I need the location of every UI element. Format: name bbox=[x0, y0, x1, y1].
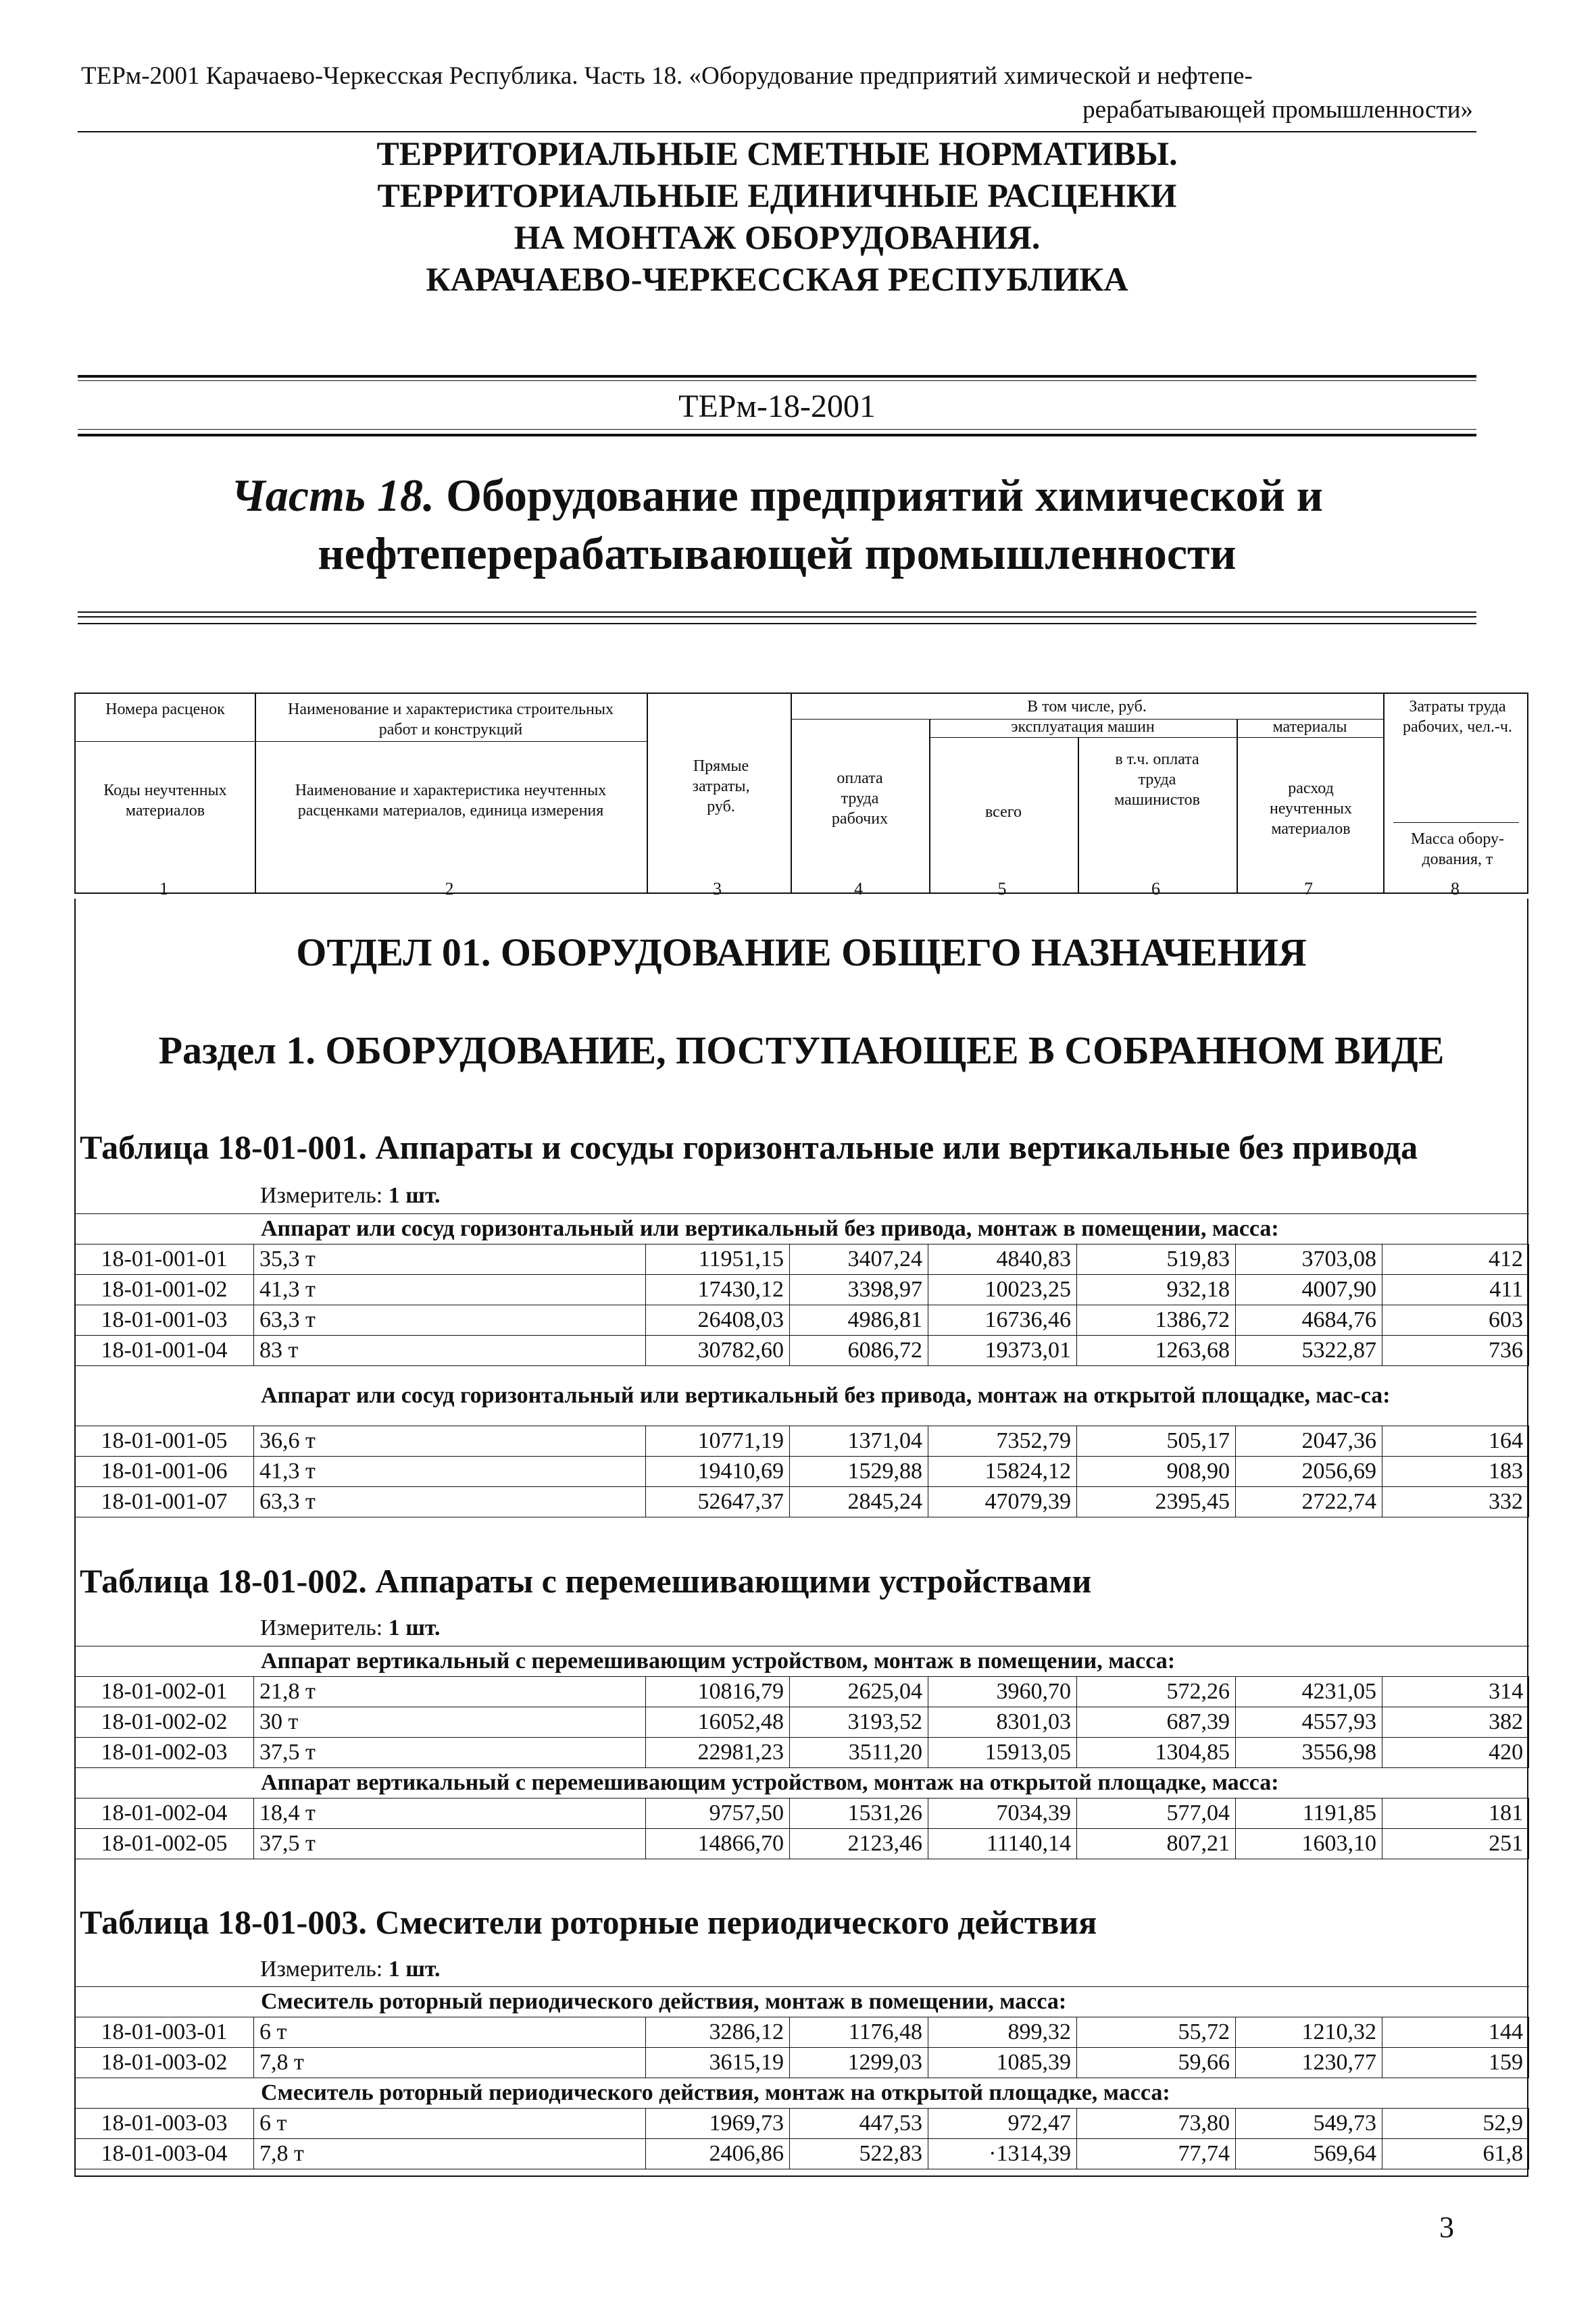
table-row bbox=[75, 1799, 1529, 1829]
machines-total-cell: 899,32 bbox=[928, 2017, 1077, 2048]
materials-usage-cell: 2722,74 bbox=[1236, 1487, 1382, 1517]
operators-pay-cell: 1304,85 bbox=[1077, 1738, 1236, 1768]
header-divider bbox=[1078, 737, 1079, 894]
direct-costs-cell: 9757,50 bbox=[646, 1799, 790, 1829]
column-numbers bbox=[74, 880, 1528, 899]
group-heading: Смеситель роторный периодического действия, монтаж на открытой площадке, масса: bbox=[75, 2078, 1529, 2109]
rate-code-cell: 18-01-001-01 bbox=[75, 1244, 254, 1275]
labor-hours-cell: 332 bbox=[1382, 1487, 1529, 1517]
table-title: Таблица 18-01-003. Смесители роторные периодического действия bbox=[80, 1903, 1097, 1941]
materials-usage-cell: 5322,87 bbox=[1236, 1336, 1382, 1366]
header-operators-pay: в т.ч. оплата труда машинистов bbox=[1114, 751, 1200, 809]
group-heading-row bbox=[75, 1987, 1529, 2017]
operators-pay-cell: 1386,72 bbox=[1077, 1305, 1236, 1336]
direct-costs-cell: 14866,70 bbox=[646, 1829, 790, 1859]
machines-total-cell: 4840,83 bbox=[928, 1244, 1077, 1275]
department-heading: ОТДЕЛ 01. ОБОРУДОВАНИЕ ОБЩЕГО НАЗНАЧЕНИЯ bbox=[296, 930, 1307, 974]
rate-code-cell: 18-01-003-01 bbox=[75, 2017, 254, 2048]
rates-table bbox=[74, 1646, 1529, 1859]
operators-pay-cell: 908,90 bbox=[1077, 1457, 1236, 1487]
operators-pay-cell: 519,83 bbox=[1077, 1244, 1236, 1275]
rate-code-cell: 18-01-001-06 bbox=[75, 1457, 254, 1487]
title-line-3: НА МОНТАЖ ОБОРУДОВАНИЯ. bbox=[514, 218, 1041, 256]
rate-name-cell: 63,3 т bbox=[254, 1487, 646, 1517]
materials-usage-cell: 549,73 bbox=[1236, 2109, 1382, 2139]
machines-total-cell: 3960,70 bbox=[928, 1677, 1077, 1707]
page-number: 3 bbox=[1439, 2211, 1454, 2244]
document-code: ТЕРм-18-2001 bbox=[678, 388, 876, 424]
rate-code-cell: 18-01-003-02 bbox=[75, 2048, 254, 2078]
direct-costs-cell: 3286,12 bbox=[646, 2017, 790, 2048]
materials-usage-cell: 2056,69 bbox=[1236, 1457, 1382, 1487]
machines-total-cell: 8301,03 bbox=[928, 1707, 1077, 1738]
group-heading: Аппарат вертикальный с перемешивающим устройством, монтаж в помещении, масса: bbox=[75, 1646, 1529, 1677]
table-row bbox=[75, 1426, 1529, 1457]
labor-hours-cell: 412 bbox=[1382, 1244, 1529, 1275]
table-row bbox=[75, 1677, 1529, 1707]
header-materials: материалы bbox=[1272, 718, 1347, 736]
materials-usage-cell: 569,64 bbox=[1236, 2139, 1382, 2169]
rate-name-cell: 41,3 т bbox=[254, 1275, 646, 1305]
labor-pay-cell: 2123,46 bbox=[790, 1829, 928, 1859]
materials-usage-cell: 4231,05 bbox=[1236, 1677, 1382, 1707]
labor-pay-cell: 1531,26 bbox=[790, 1799, 928, 1829]
direct-costs-cell: 1969,73 bbox=[646, 2109, 790, 2139]
rate-name-cell: 7,8 т bbox=[254, 2139, 646, 2169]
labor-pay-cell: 1371,04 bbox=[790, 1426, 928, 1457]
table-row bbox=[75, 1305, 1529, 1336]
column-number: 4 bbox=[854, 879, 863, 899]
labor-pay-cell: 1299,03 bbox=[790, 2048, 928, 2078]
part-rule bbox=[78, 611, 1476, 613]
table-row bbox=[75, 1336, 1529, 1366]
rate-code-cell: 18-01-001-03 bbox=[75, 1305, 254, 1336]
group-heading-row bbox=[75, 2078, 1529, 2109]
title-line-1: ТЕРРИТОРИАЛЬНЫЕ СМЕТНЫЕ НОРМАТИВЫ. bbox=[376, 134, 1178, 172]
column-number: 1 bbox=[159, 879, 168, 899]
machines-total-cell: 15913,05 bbox=[928, 1738, 1077, 1768]
materials-usage-cell: 1191,85 bbox=[1236, 1799, 1382, 1829]
operators-pay-cell: 932,18 bbox=[1077, 1275, 1236, 1305]
materials-usage-cell: 1210,32 bbox=[1236, 2017, 1382, 2048]
rate-code-cell: 18-01-001-07 bbox=[75, 1487, 254, 1517]
materials-usage-cell: 2047,36 bbox=[1236, 1426, 1382, 1457]
column-number: 5 bbox=[997, 879, 1007, 899]
rate-code-cell: 18-01-001-05 bbox=[75, 1426, 254, 1457]
direct-costs-cell: 2406,86 bbox=[646, 2139, 790, 2169]
rate-name-cell: 37,5 т bbox=[254, 1829, 646, 1859]
meter-label: Измеритель: bbox=[260, 1183, 389, 1208]
materials-usage-cell: 4557,93 bbox=[1236, 1707, 1382, 1738]
title-line-4: КАРАЧАЕВО-ЧЕРКЕССКАЯ РЕСПУБЛИКА bbox=[426, 260, 1128, 298]
labor-pay-cell: 1529,88 bbox=[790, 1457, 928, 1487]
machines-total-cell: 47079,39 bbox=[928, 1487, 1077, 1517]
rate-code-cell: 18-01-002-05 bbox=[75, 1829, 254, 1859]
rate-name-cell: 7,8 т bbox=[254, 2048, 646, 2078]
direct-costs-cell: 10816,79 bbox=[646, 1677, 790, 1707]
running-header-line-2: рерабатывающей промышленности» bbox=[1082, 96, 1473, 124]
part-prefix: Часть 18. bbox=[231, 470, 435, 521]
table-row bbox=[75, 1244, 1529, 1275]
operators-pay-cell: 59,66 bbox=[1077, 2048, 1236, 2078]
header-divider bbox=[929, 737, 1383, 738]
direct-costs-cell: 3615,19 bbox=[646, 2048, 790, 2078]
labor-hours-cell: 159 bbox=[1382, 2048, 1529, 2078]
labor-hours-cell: 420 bbox=[1382, 1738, 1529, 1768]
operators-pay-cell: 2395,45 bbox=[1077, 1487, 1236, 1517]
labor-hours-cell: 251 bbox=[1382, 1829, 1529, 1859]
header-material-name: Наименование и характеристика неучтенных расценками материалов, единица измерения bbox=[295, 782, 607, 820]
header-labor-hours: Затраты труда рабочих, чел.-ч. bbox=[1403, 698, 1512, 736]
rate-name-cell: 83 т bbox=[254, 1336, 646, 1366]
table-row bbox=[75, 1275, 1529, 1305]
rate-code-cell: 18-01-003-03 bbox=[75, 2109, 254, 2139]
header-divider bbox=[1383, 694, 1385, 894]
header-materials-usage: расход неучтенных материалов bbox=[1270, 780, 1352, 838]
group-heading: Смеситель роторный периодического действия, монтаж в помещении, масса: bbox=[75, 1987, 1529, 2017]
rates-table bbox=[74, 1213, 1529, 1517]
labor-hours-cell: 736 bbox=[1382, 1336, 1529, 1366]
labor-hours-cell: 144 bbox=[1382, 2017, 1529, 2048]
labor-pay-cell: 3193,52 bbox=[790, 1707, 928, 1738]
rate-code-cell: 18-01-002-04 bbox=[75, 1799, 254, 1829]
header-divider bbox=[1393, 822, 1519, 823]
part-title-line-2: нефтеперерабатывающей промышленности bbox=[318, 528, 1237, 579]
header-divider bbox=[1237, 719, 1238, 894]
direct-costs-cell: 52647,37 bbox=[646, 1487, 790, 1517]
labor-hours-cell: 603 bbox=[1382, 1305, 1529, 1336]
machines-total-cell: 1085,39 bbox=[928, 2048, 1077, 2078]
table-row bbox=[75, 1457, 1529, 1487]
operators-pay-cell: 505,17 bbox=[1077, 1426, 1236, 1457]
labor-pay-cell: 3398,97 bbox=[790, 1275, 928, 1305]
table-body-frame bbox=[74, 899, 1528, 2175]
direct-costs-cell: 11951,15 bbox=[646, 1244, 790, 1275]
labor-hours-cell: 382 bbox=[1382, 1707, 1529, 1738]
header-divider bbox=[255, 694, 256, 894]
column-number: 8 bbox=[1451, 879, 1460, 899]
machines-total-cell: 7034,39 bbox=[928, 1799, 1077, 1829]
machines-total-cell: 7352,79 bbox=[928, 1426, 1077, 1457]
labor-pay-cell: 6086,72 bbox=[790, 1336, 928, 1366]
table-title: Таблица 18-01-001. Аппараты и сосуды горизонтальные или вертикальные без привода bbox=[80, 1128, 1418, 1166]
header-including: В том числе, руб. bbox=[1027, 698, 1147, 715]
part-title-line-1: Оборудование предприятий химической и bbox=[434, 470, 1323, 521]
table-row bbox=[75, 2109, 1529, 2139]
operators-pay-cell: 55,72 bbox=[1077, 2017, 1236, 2048]
operators-pay-cell: 572,26 bbox=[1077, 1677, 1236, 1707]
direct-costs-cell: 30782,60 bbox=[646, 1336, 790, 1366]
machines-total-cell: 15824,12 bbox=[928, 1457, 1077, 1487]
rate-code-cell: 18-01-003-04 bbox=[75, 2139, 254, 2169]
labor-pay-cell: 3511,20 bbox=[790, 1738, 928, 1768]
column-number: 6 bbox=[1151, 879, 1160, 899]
header-machines: эксплуатация машин bbox=[1011, 718, 1155, 736]
header-work-name: Наименование и характеристика строительных работ и конструкций bbox=[288, 701, 614, 738]
machines-total-cell: 972,47 bbox=[928, 2109, 1077, 2139]
code-rule bbox=[78, 434, 1476, 436]
table-meter bbox=[260, 1615, 441, 1642]
rate-name-cell: 35,3 т bbox=[254, 1244, 646, 1275]
code-rule bbox=[78, 375, 1476, 378]
header-material-codes: Коды неучтенных материалов bbox=[103, 782, 227, 820]
materials-usage-cell: 3556,98 bbox=[1236, 1738, 1382, 1768]
labor-hours-cell: 314 bbox=[1382, 1677, 1529, 1707]
rate-name-cell: 41,3 т bbox=[254, 1457, 646, 1487]
labor-hours-cell: 181 bbox=[1382, 1799, 1529, 1829]
labor-pay-cell: 2625,04 bbox=[790, 1677, 928, 1707]
labor-pay-cell: 522,83 bbox=[790, 2139, 928, 2169]
rate-code-cell: 18-01-002-03 bbox=[75, 1738, 254, 1768]
column-number: 3 bbox=[713, 879, 722, 899]
table-row bbox=[75, 2139, 1529, 2169]
part-rule bbox=[78, 616, 1476, 618]
operators-pay-cell: 1263,68 bbox=[1077, 1336, 1236, 1366]
header-divider bbox=[76, 741, 647, 742]
machines-total-cell: 19373,01 bbox=[928, 1336, 1077, 1366]
group-heading: Аппарат вертикальный с перемешивающим устройством, монтаж на открытой площадке, масса: bbox=[75, 1768, 1529, 1799]
materials-usage-cell: 1230,77 bbox=[1236, 2048, 1382, 2078]
group-heading-row bbox=[75, 1214, 1529, 1244]
running-header-line-1: ТЕРм-2001 Карачаево-Черкесская Республика. Часть 18. «Оборудование предприятий химической и нефтепе- bbox=[81, 62, 1253, 90]
meter-value: 1 шт. bbox=[388, 1183, 441, 1208]
table-row bbox=[75, 1487, 1529, 1517]
header-direct-costs: Прямые затраты, руб. bbox=[692, 757, 750, 815]
rate-name-cell: 30 т bbox=[254, 1707, 646, 1738]
labor-pay-cell: 2845,24 bbox=[790, 1487, 928, 1517]
group-heading: Аппарат или сосуд горизонтальный или вертикальный без привода, монтаж на открытой площадке, мас-са: bbox=[75, 1366, 1529, 1426]
table-title: Таблица 18-01-002. Аппараты с перемешивающими устройствами bbox=[80, 1562, 1092, 1600]
operators-pay-cell: 73,80 bbox=[1077, 2109, 1236, 2139]
direct-costs-cell: 10771,19 bbox=[646, 1426, 790, 1457]
rates-table bbox=[74, 1986, 1529, 2169]
rate-name-cell: 18,4 т bbox=[254, 1799, 646, 1829]
code-rule bbox=[78, 429, 1476, 430]
meter-value: 1 шт. bbox=[388, 1957, 441, 1982]
rate-code-cell: 18-01-002-02 bbox=[75, 1707, 254, 1738]
meter-value: 1 шт. bbox=[388, 1615, 441, 1640]
direct-costs-cell: 26408,03 bbox=[646, 1305, 790, 1336]
group-heading-row bbox=[75, 1646, 1529, 1677]
labor-pay-cell: 4986,81 bbox=[790, 1305, 928, 1336]
part-rule bbox=[78, 623, 1476, 624]
machines-total-cell: 16736,46 bbox=[928, 1305, 1077, 1336]
labor-hours-cell: 183 bbox=[1382, 1457, 1529, 1487]
labor-pay-cell: 447,53 bbox=[790, 2109, 928, 2139]
column-header bbox=[74, 693, 1528, 894]
column-number: 2 bbox=[445, 879, 454, 899]
code-rule bbox=[78, 380, 1476, 381]
column-number: 7 bbox=[1304, 879, 1313, 899]
operators-pay-cell: 687,39 bbox=[1077, 1707, 1236, 1738]
title-line-2: ТЕРРИТОРИАЛЬНЫЕ ЕДИНИЧНЫЕ РАСЦЕНКИ bbox=[377, 176, 1177, 214]
operators-pay-cell: 807,21 bbox=[1077, 1829, 1236, 1859]
machines-total-cell: 10023,25 bbox=[928, 1275, 1077, 1305]
rate-name-cell: 21,8 т bbox=[254, 1677, 646, 1707]
operators-pay-cell: 77,74 bbox=[1077, 2139, 1236, 2169]
header-divider bbox=[647, 694, 648, 894]
machines-total-cell: 11140,14 bbox=[928, 1829, 1077, 1859]
labor-hours-cell: 164 bbox=[1382, 1426, 1529, 1457]
rate-name-cell: 37,5 т bbox=[254, 1738, 646, 1768]
materials-usage-cell: 4684,76 bbox=[1236, 1305, 1382, 1336]
labor-hours-cell: 411 bbox=[1382, 1275, 1529, 1305]
table-row bbox=[75, 1707, 1529, 1738]
meter-label: Измеритель: bbox=[260, 1957, 389, 1982]
table-row bbox=[75, 1829, 1529, 1859]
section-heading: Раздел 1. ОБОРУДОВАНИЕ, ПОСТУПАЮЩЕЕ В СОБРАННОМ ВИДЕ bbox=[158, 1028, 1445, 1072]
document-title bbox=[78, 132, 1476, 300]
table-meter bbox=[260, 1182, 441, 1209]
labor-hours-cell: 61,8 bbox=[1382, 2139, 1529, 2169]
header-rate-numbers: Номера расценок bbox=[105, 701, 225, 718]
rate-code-cell: 18-01-001-04 bbox=[75, 1336, 254, 1366]
direct-costs-cell: 22981,23 bbox=[646, 1738, 790, 1768]
table-meter bbox=[260, 1956, 441, 1983]
direct-costs-cell: 16052,48 bbox=[646, 1707, 790, 1738]
group-heading-row bbox=[75, 1366, 1529, 1426]
direct-costs-cell: 17430,12 bbox=[646, 1275, 790, 1305]
table-bottom-rule bbox=[74, 2175, 1528, 2177]
group-heading: Аппарат или сосуд горизонтальный или вертикальный без привода, монтаж в помещении, масса: bbox=[75, 1214, 1529, 1244]
labor-pay-cell: 1176,48 bbox=[790, 2017, 928, 2048]
table-row bbox=[75, 1738, 1529, 1768]
machines-total-cell: ·1314,39 bbox=[928, 2139, 1077, 2169]
header-machines-total: всего bbox=[984, 803, 1022, 821]
materials-usage-cell: 3703,08 bbox=[1236, 1244, 1382, 1275]
rate-name-cell: 6 т bbox=[254, 2017, 646, 2048]
group-heading-row bbox=[75, 1768, 1529, 1799]
direct-costs-cell: 19410,69 bbox=[646, 1457, 790, 1487]
running-header bbox=[81, 59, 1473, 127]
table-row bbox=[75, 2017, 1529, 2048]
operators-pay-cell: 577,04 bbox=[1077, 1799, 1236, 1829]
meter-label: Измеритель: bbox=[260, 1615, 389, 1640]
rate-code-cell: 18-01-002-01 bbox=[75, 1677, 254, 1707]
labor-hours-cell: 52,9 bbox=[1382, 2109, 1529, 2139]
part-title bbox=[78, 466, 1476, 582]
table-row bbox=[75, 2048, 1529, 2078]
header-equipment-mass: Масса обору-дования, т bbox=[1410, 830, 1505, 868]
rate-name-cell: 36,6 т bbox=[254, 1426, 646, 1457]
materials-usage-cell: 4007,90 bbox=[1236, 1275, 1382, 1305]
rate-name-cell: 63,3 т bbox=[254, 1305, 646, 1336]
rate-name-cell: 6 т bbox=[254, 2109, 646, 2139]
rate-code-cell: 18-01-001-02 bbox=[75, 1275, 254, 1305]
header-divider bbox=[791, 694, 792, 894]
labor-pay-cell: 3407,24 bbox=[790, 1244, 928, 1275]
materials-usage-cell: 1603,10 bbox=[1236, 1829, 1382, 1859]
header-labor-pay: оплата труда рабочих bbox=[831, 770, 889, 828]
